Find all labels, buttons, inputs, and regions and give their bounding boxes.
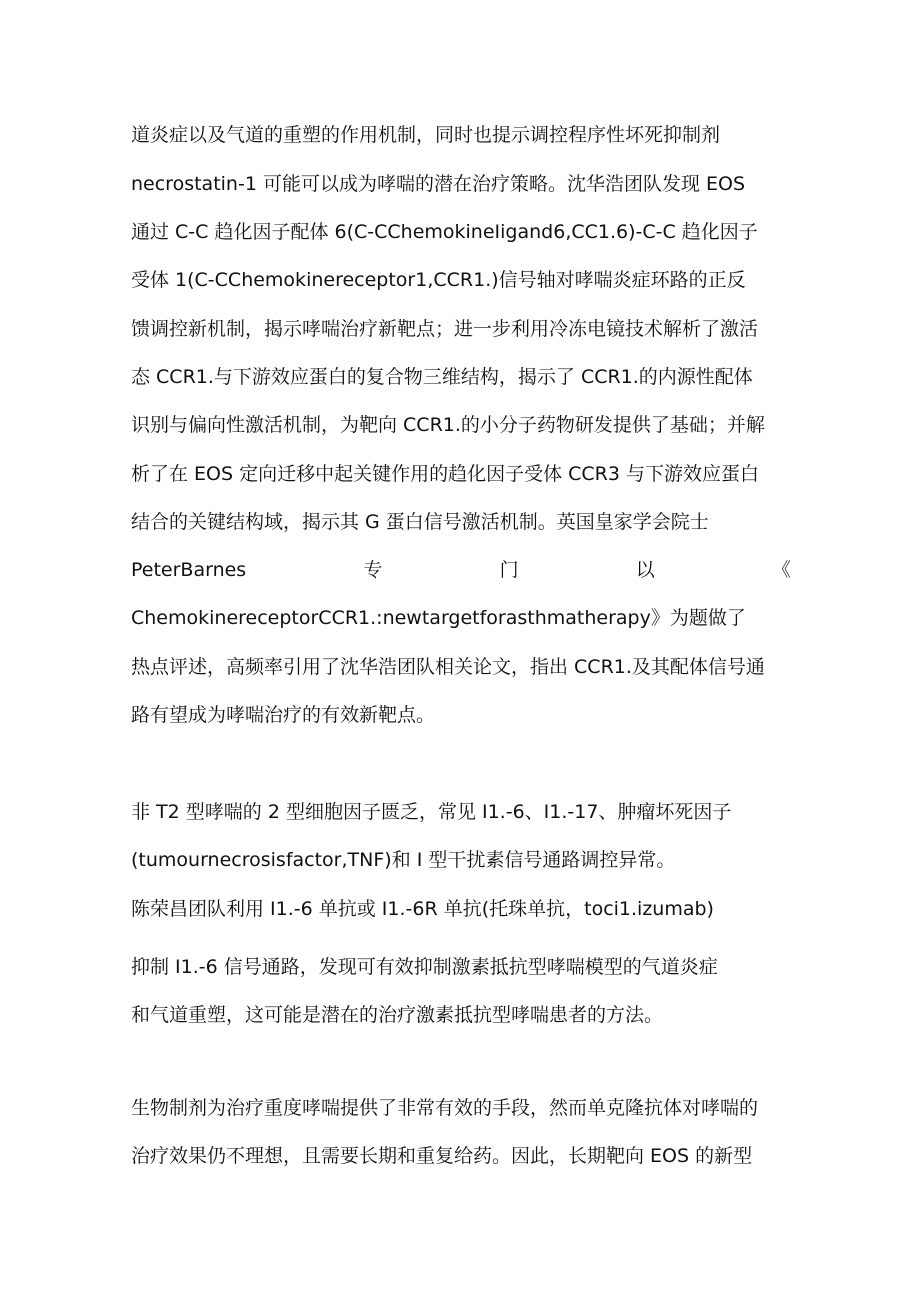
paragraph1-line-2: necrostatin-1 可能可以成为哮喘的潜在治疗策略。沈华浩团队发现 EOS [131, 173, 746, 195]
paragraph1-spread-line [131, 557, 791, 583]
paragraph1-line-13: 路有望成为哮喘治疗的有效新靶点。 [131, 704, 436, 726]
paragraph2-line-4: 抑制 I1.-6 信号通路，发现可有效抑制激素抵抗型哮喘模型的气道炎症 [131, 956, 718, 978]
paragraph1-line-9: 结合的关键结构域，揭示其 G 蛋白信号激活机制。英国皇家学会院士 [131, 511, 709, 533]
paragraph1-line-6: 态 CCR1.与下游效应蛋白的复合物三维结构，揭示了 CCR1.的内源性配体 [131, 366, 753, 388]
paragraph2-line-3: 陈荣昌团队利用 I1.-6 单抗或 I1.-6R 单抗(托珠单抗，toci1.izumab) [131, 898, 714, 920]
paragraph2-line-5: 和气道重塑，这可能是潜在的治疗激素抵抗型哮喘患者的方法。 [131, 1004, 664, 1026]
paragraph1-line-3: 通过 C-C 趋化因子配体 6(C-CChemokineIigand6,CC1.6)-C-C 趋化因子 [131, 221, 758, 243]
paragraph2-line-1: 非 T2 型哮喘的 2 型细胞因子匮乏，常见 I1.-6、I1.-17、肿瘤坏死因子 [131, 801, 732, 823]
spread-word: 以 [635, 559, 655, 581]
paragraph3-line-1: 生物制剂为治疗重度哮喘提供了非常有效的手段，然而单克隆抗体对哮喘的 [131, 1097, 759, 1119]
paragraph1-line-12: 热点评述，高频率引用了沈华浩团队相关论文，指出 CCR1.及其配体信号通 [131, 656, 765, 678]
paragraph1-line-1: 道炎症以及气道的重塑的作用机制，同时也提示调控程序性坏死抑制剂 [131, 124, 721, 146]
spread-word: PeterBarnes [131, 559, 247, 581]
spread-word: 《 [771, 559, 791, 581]
paragraph1-line-8: 析了在 EOS 定向迁移中起关键作用的趋化因子受体 CCR3 与下游效应蛋白 [131, 463, 760, 485]
paragraph3-line-2: 治疗效果仍不理想，且需要长期和重复给药。因此，长期靶向 EOS 的新型 [131, 1145, 753, 1167]
paragraph2-line-2: (tumournecrosisfactor,TNF)和 I 型干扰素信号通路调控异常。 [131, 849, 676, 871]
spread-word: 专 [363, 559, 383, 581]
paragraph1-line-5: 馈调控新机制，揭示哮喘治疗新靶点；进一步利用冷冻电镜技术解析了激活 [131, 318, 759, 340]
spread-word: 门 [499, 559, 519, 581]
paragraph1-line-7: 识别与偏向性激活机制，为靶向 CCR1.的小分子药物研发提供了基础；并解 [131, 414, 765, 436]
paragraph1-line-11: ChemokinereceptorCCR1.:newtargetforasthmatherapy》为题做了 [131, 607, 746, 629]
paragraph1-line-4: 受体 1(C-CChemokinereceptor1,CCR1.)信号轴对哮喘炎症环路的正反 [131, 269, 746, 291]
